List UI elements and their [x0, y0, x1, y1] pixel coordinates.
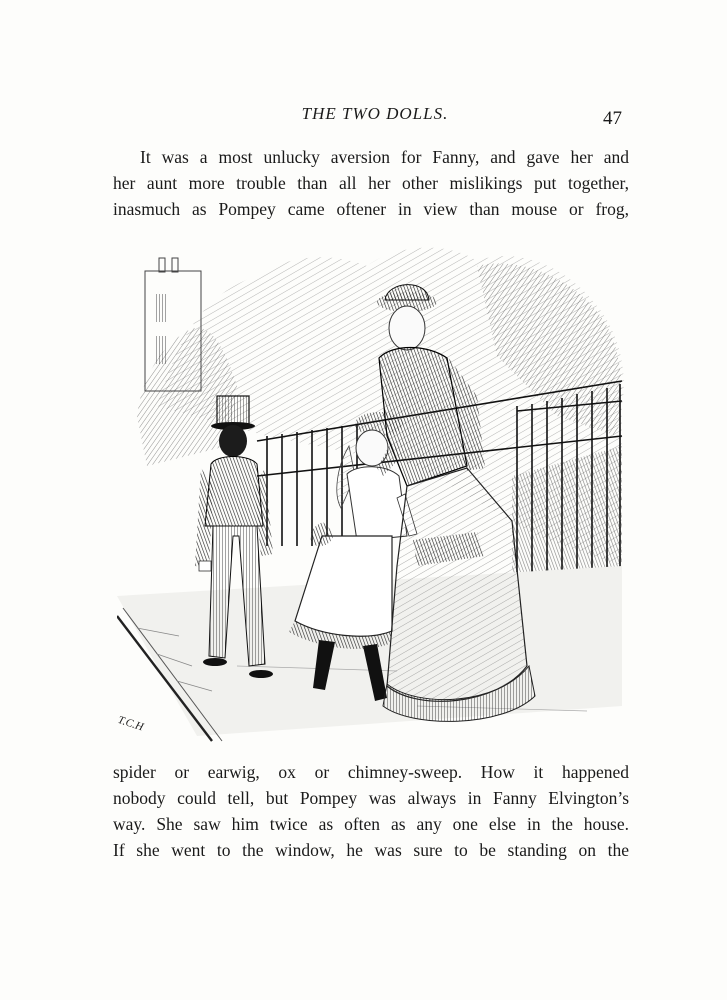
text-line: inasmuch as Pompey came oftener in view than mouse or frog,: [113, 199, 629, 219]
paragraph-top: [113, 144, 629, 222]
engraved-illustration: [117, 236, 629, 746]
running-head: [0, 104, 727, 130]
chapter-title: THE TWO DOLLS.: [301, 104, 449, 123]
illustrator-signature: T.C.H: [116, 714, 145, 734]
text-line: her aunt more trouble than all her other mislikings put together,: [113, 173, 629, 193]
text-line: way. She saw him twice as often as any one else in the house.: [113, 814, 629, 834]
paragraph-bottom: [113, 759, 629, 863]
text-line: It was a most unlucky aversion for Fanny, and gave her and: [140, 147, 629, 167]
text-line: spider or earwig, ox or chimney-sweep. How it happened: [113, 762, 629, 782]
text-line: If she went to the window, he was sure to be standing on the: [113, 840, 629, 860]
page-number: 47: [603, 108, 622, 129]
text-line: nobody could tell, but Pompey was always in Fanny Elvington’s: [113, 788, 629, 808]
